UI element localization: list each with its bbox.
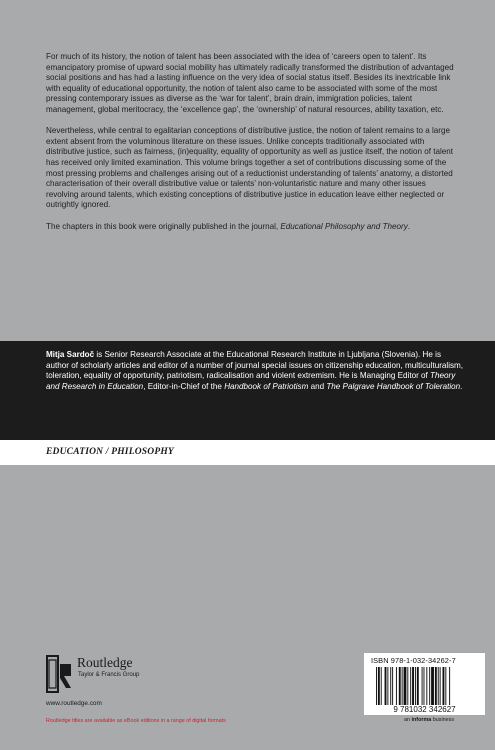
barcode-bar xyxy=(402,667,403,705)
barcode-bar xyxy=(445,667,446,705)
bio-text-2: , Editor-in-Chief of the xyxy=(143,381,225,391)
author-name: Mitja Sardoč xyxy=(46,350,95,359)
bio-text-3: and xyxy=(308,381,327,391)
barcode-bar xyxy=(449,667,450,705)
barcode-bar xyxy=(381,667,382,705)
publisher-group: Taylor & Francis Group xyxy=(78,672,140,678)
barcode-bar xyxy=(392,667,393,705)
barcode-bar xyxy=(438,667,439,705)
blurb-source-prefix: The chapters in this book were originally published in the journal, xyxy=(46,221,281,231)
barcode-bar xyxy=(376,667,377,705)
bio-book-1: Handbook of Patriotism xyxy=(224,381,309,391)
barcode-digits: 9 781032 342627 xyxy=(393,705,456,714)
bio-book-2: The Palgrave Handbook of Toleration xyxy=(326,381,461,391)
barcode-bar xyxy=(412,667,414,705)
barcode-bar xyxy=(407,667,408,705)
barcode-bar xyxy=(417,667,419,705)
publisher-url[interactable]: www.routledge.com xyxy=(46,700,102,707)
barcode-bar xyxy=(385,667,387,705)
bio-text-1: is Senior Research Associate at the Educational Research Institute in Ljubljana (Slovenia). He is author of scholarly articles and editor of a number of journal special issues on citizenship education, multiculturalism, toleration, equality of opportunity, patriotism, radicalisation and violent extremism. He is Managing Editor of xyxy=(46,350,464,381)
blurb-source-suffix: . xyxy=(407,221,410,231)
barcode-bar xyxy=(431,667,434,705)
subject-category: EDUCATION / PHILOSOPHY xyxy=(46,447,174,457)
subject-band xyxy=(0,440,495,465)
journal-title: Educational Philosophy and Theory xyxy=(280,221,408,231)
author-bio xyxy=(46,350,466,392)
informa-suffix: business xyxy=(431,717,455,723)
bio-journal: Theory and Research in Education xyxy=(46,371,456,391)
barcode-bar xyxy=(422,667,423,705)
informa-note xyxy=(404,717,454,723)
barcode-bar xyxy=(404,667,407,705)
barcode-bar xyxy=(415,667,416,705)
blurb-paragraph-3 xyxy=(46,222,458,233)
barcode-bar xyxy=(429,667,430,705)
barcode-bar xyxy=(410,667,411,705)
isbn-text: ISBN 978-1-032-34262-7 xyxy=(371,656,456,665)
barcode-bar xyxy=(424,667,425,705)
author-bio-band xyxy=(0,341,495,440)
blurb-paragraph-1: For much of its history, the notion of talent has been associated with the idea of ‘careers open to talent’. Its emancipatory promise of upward social mobility has ultimately radically transformed the distribution of advantaged social positions and has had a lasting influence on the very idea of social status itself. Besides its inextricable link with equality of educational opportunity, the notion of talent also came to be associated with some of the most pressing contemporary issues as diverse as the ‘war for talent’, brain drain, immigration policies, talent management, global meritocracy, the ‘excellence gap’, the ‘ownership’ of natural resources, ability taxation, etc. xyxy=(46,52,454,114)
barcode-bar xyxy=(396,667,397,705)
blurb-paragraph-2: Nevertheless, while central to egalitarian conceptions of distributive justice, the notion of talent remains to a large extent absent from the voluminous literature on these issues. Unlike concepts traditionally associated with distributive justice, such as fairness, (in)equality, equality of opportunity as well as justice itself, the notion of talent has received only limited examination. This volume brings together a set of contributions discussing some of the most pressing problems and challenges arising out of a reductionist understanding of talents’ anatomy, a distorted characterisation of their overall distributive value or talents’ non-voluntaristic nature and many other issues revolving around talents, which existing conceptions of distributive justice in education leave either neglected or outrightly ignored. xyxy=(46,126,453,210)
barcode-bar xyxy=(440,667,441,705)
routledge-icon xyxy=(46,654,74,694)
barcode-bars xyxy=(376,667,480,707)
barcode-bar xyxy=(399,667,401,705)
informa-brand: informa xyxy=(411,717,432,723)
publisher-name: Routledge xyxy=(77,655,133,670)
barcode-bar xyxy=(390,667,391,705)
barcode-box xyxy=(364,653,485,715)
informa-prefix: an xyxy=(404,717,412,723)
barcode-bar xyxy=(435,667,437,705)
barcode-bar xyxy=(387,667,388,705)
barcode-bar xyxy=(426,667,427,705)
back-cover-blurb xyxy=(46,52,458,243)
barcode-bar xyxy=(443,667,445,705)
ebook-note: Routledge titles are available as eBook editions in a range of digital formats xyxy=(46,718,226,724)
bio-text-4: . xyxy=(460,381,463,391)
barcode-bar xyxy=(378,667,380,705)
publisher-logo xyxy=(46,654,206,698)
